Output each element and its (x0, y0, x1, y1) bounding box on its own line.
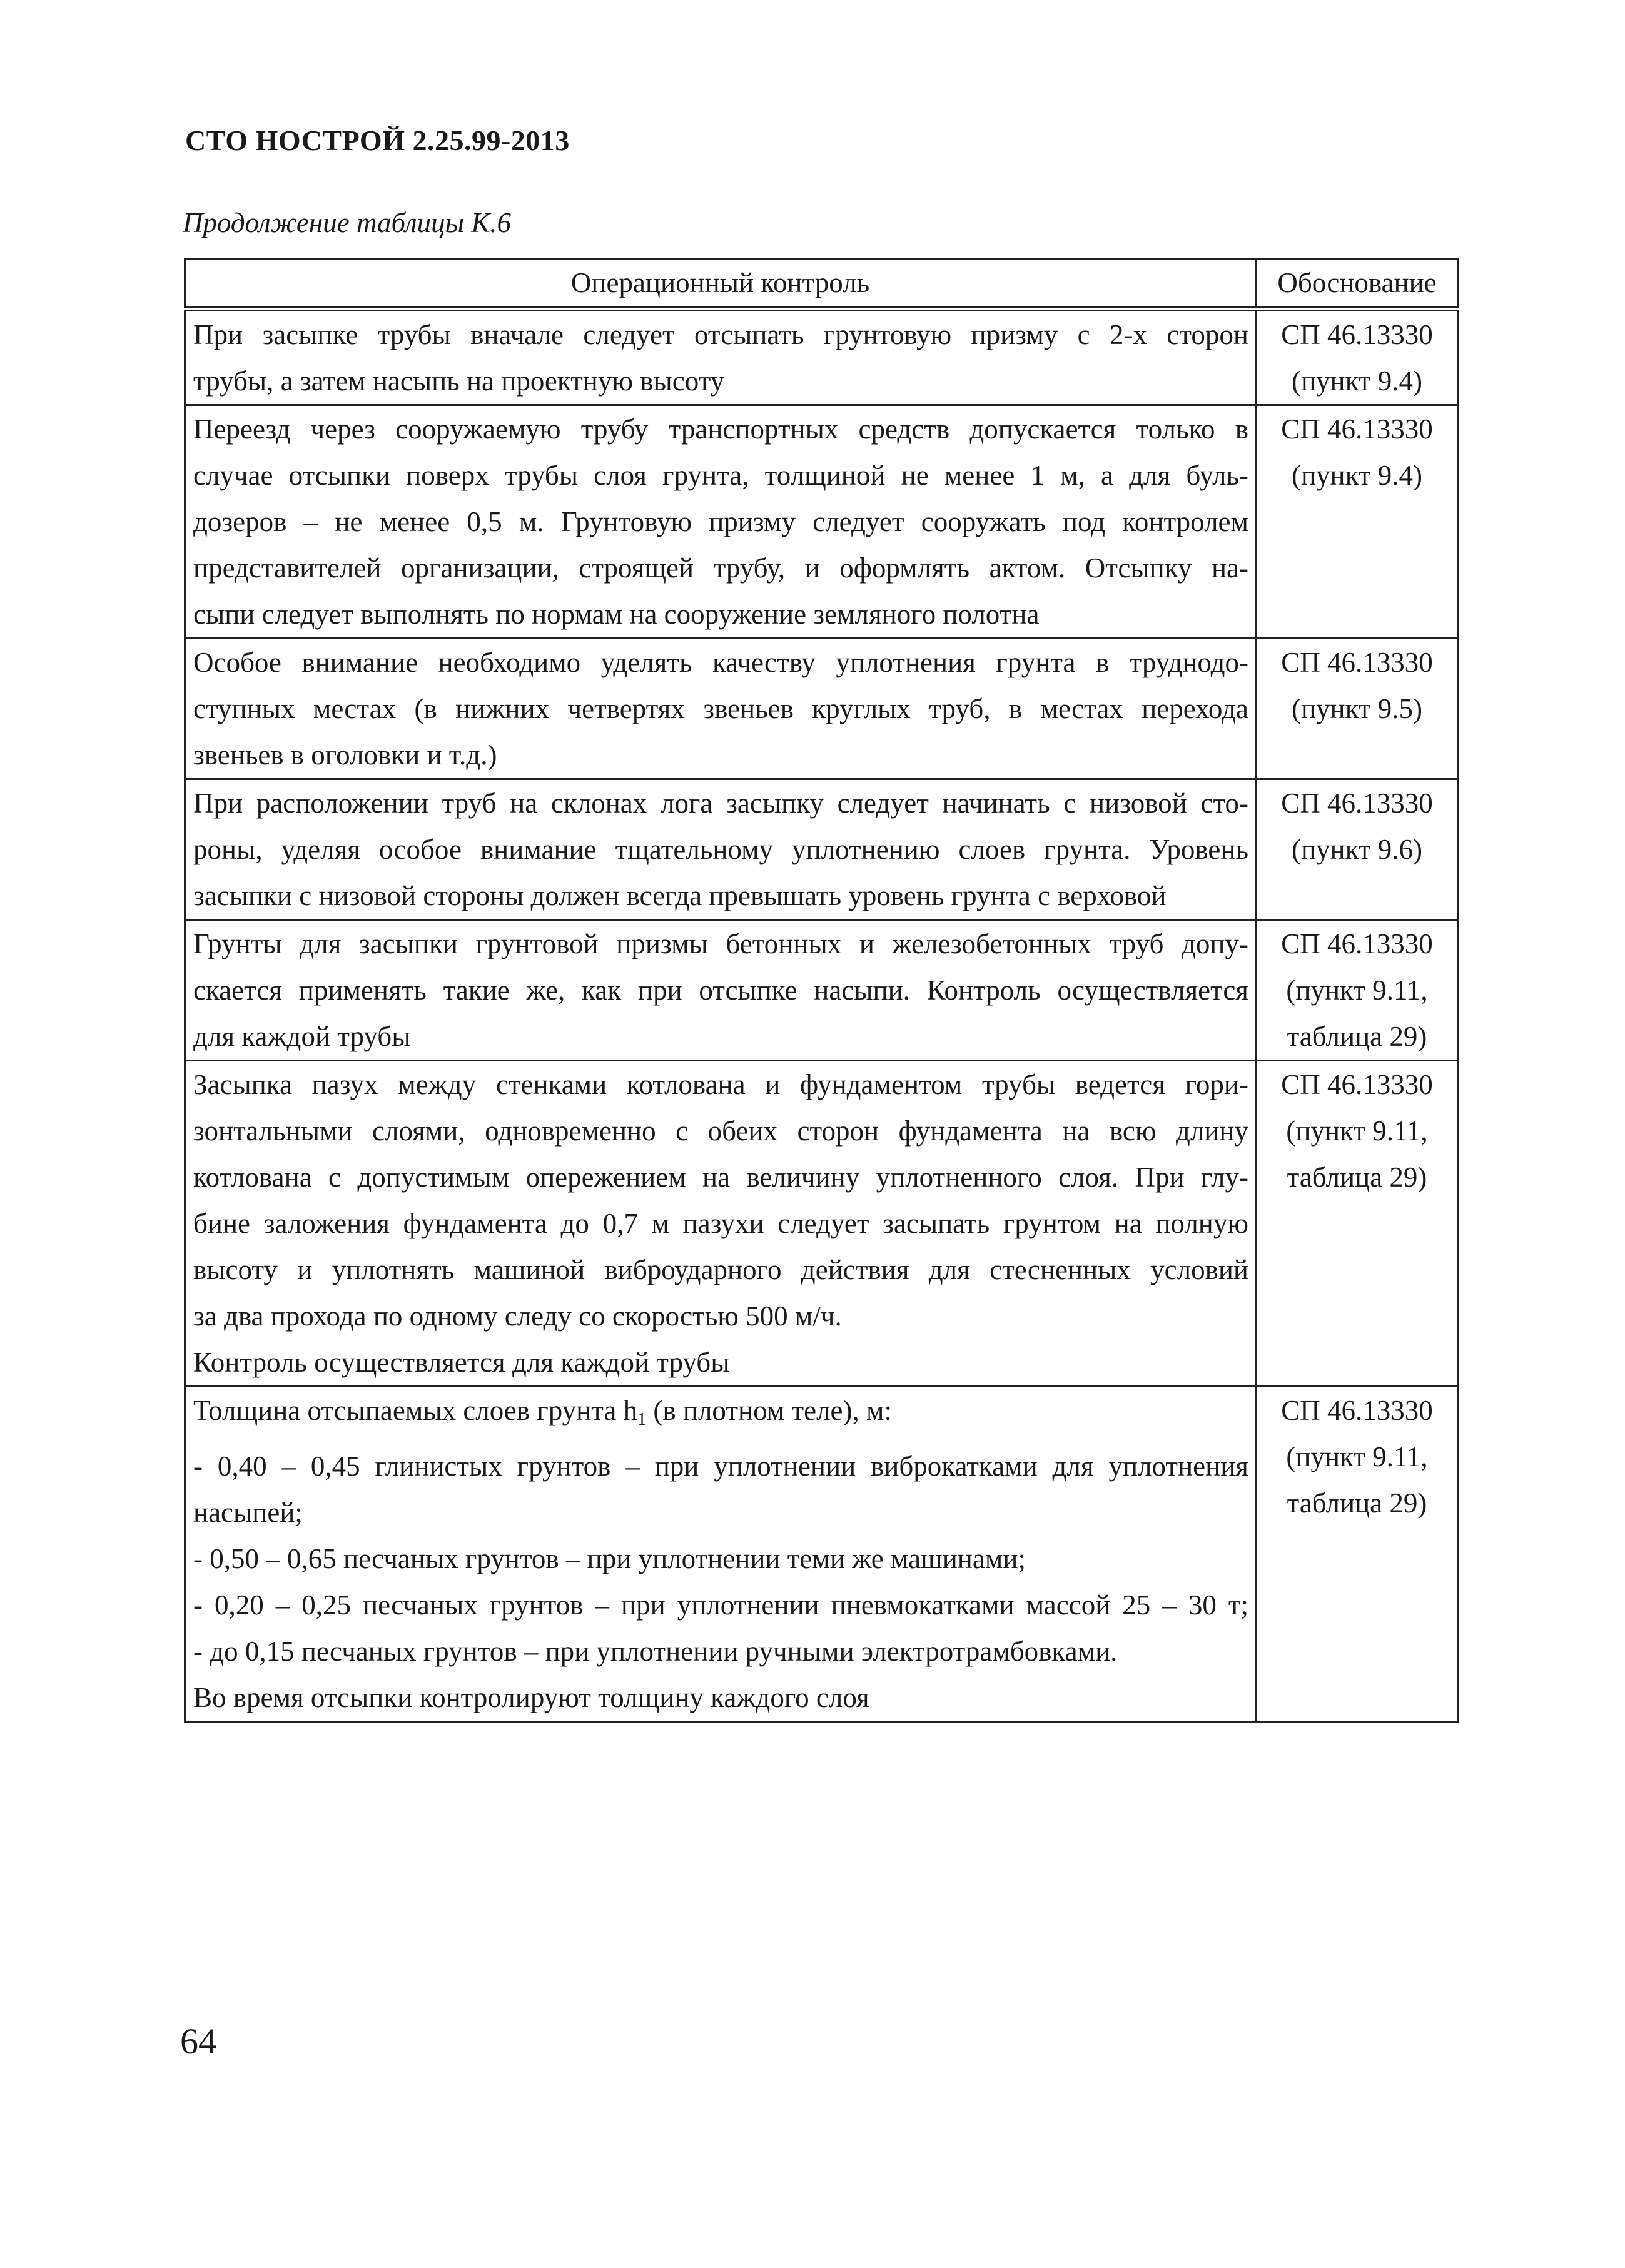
subscript: 1 (637, 1410, 647, 1429)
text-line: При засыпке трубы вначале следует отсыпать грунтовую призму с 2-х сторон (193, 319, 1248, 350)
text-line: засыпки с низовой стороны должен всегда превышать уровень грунта с верховой (193, 880, 1167, 911)
basis-line: (пункт 9.5) (1291, 693, 1423, 724)
text-line: При расположении труб на склонах лога засыпку следует начинать с низовой сто- (193, 787, 1248, 819)
basis-cell (1256, 1387, 1459, 1722)
control-cell (185, 405, 1256, 639)
text-line (193, 1387, 1248, 1443)
control-cell (185, 639, 1256, 779)
text-line: - 0,20 – 0,25 песчаных грунтов – при уплотнении пневмокатками массой 25 – 30 т; (193, 1589, 1248, 1621)
table-row (185, 1387, 1459, 1722)
table-caption: Продолжение таблицы К.6 (183, 207, 511, 238)
text-line: скается применять такие же, как при отсыпке насыпи. Контроль осуществляется (193, 975, 1248, 1006)
control-table (184, 258, 1459, 1723)
table-row (185, 779, 1459, 920)
basis-line: СП 46.13330 (1281, 1395, 1433, 1426)
basis-line: таблица 29) (1287, 1162, 1427, 1193)
text-line: за два прохода по одному следу со скоростью 500 м/ч. (193, 1300, 842, 1332)
text-line: представителей организации, строящей трубу, и оформлять актом. Отсыпку на- (193, 552, 1248, 584)
basis-line: СП 46.13330 (1281, 319, 1433, 350)
control-cell (185, 309, 1256, 405)
basis-cell (1256, 920, 1459, 1061)
control-cell (185, 779, 1256, 920)
text-line: роны, уделяя особое внимание тщательному уплотнению слоев грунта. Уровень (193, 834, 1248, 865)
table-row (185, 309, 1459, 405)
basis-cell (1256, 309, 1459, 405)
text-fragment: (в плотном теле), м: (646, 1395, 892, 1426)
basis-line: таблица 29) (1287, 1487, 1427, 1519)
control-cell (185, 1387, 1256, 1722)
text-line: зонтальными слоями, одновременно с обеих сторон фундамента на всю длину (193, 1115, 1248, 1147)
text-line: сыпи следует выполнять по нормам на сооружение земляного полотна (193, 599, 1040, 630)
text-line: Переезд через сооружаемую трубу транспортных средств допускается только в (193, 413, 1248, 445)
text-line: Грунты для засыпки грунтовой призмы бетонных и железобетонных труб допу- (193, 928, 1248, 959)
basis-line: СП 46.13330 (1281, 413, 1433, 445)
text-line: дозеров – не менее 0,5 м. Грунтовую призму следует сооружать под контролем (193, 506, 1248, 537)
table-row (185, 639, 1459, 779)
text-line: для каждой трубы (193, 1021, 411, 1052)
basis-cell (1256, 405, 1459, 639)
page-number: 64 (180, 2021, 216, 2062)
text-line: насыпей; (193, 1497, 303, 1528)
control-cell (185, 920, 1256, 1061)
basis-line: СП 46.13330 (1281, 787, 1433, 819)
basis-line: (пункт 9.11, (1286, 1441, 1428, 1472)
table-row (185, 920, 1459, 1061)
basis-cell (1256, 1061, 1459, 1387)
basis-line: (пункт 9.6) (1291, 834, 1423, 865)
text-line: - 0,40 – 0,45 глинистых грунтов – при уплотнении виброкатками для уплотнения (193, 1450, 1248, 1482)
column-header-basis: Обоснование (1256, 259, 1459, 309)
text-line: бине заложения фундамента до 0,7 м пазухи следует засыпать грунтом на полную (193, 1208, 1248, 1239)
basis-line: таблица 29) (1287, 1021, 1427, 1052)
basis-line: (пункт 9.4) (1291, 365, 1423, 397)
basis-line: (пункт 9.11, (1286, 1115, 1428, 1147)
basis-cell (1256, 779, 1459, 920)
text-line: Контроль осуществляется для каждой трубы (193, 1347, 730, 1378)
text-line: ступных местах (в нижних четвертях звеньев круглых труб, в местах перехода (193, 693, 1248, 724)
control-cell (185, 1061, 1256, 1387)
text-line: звеньев в оголовки и т.д.) (193, 739, 497, 771)
column-header-control: Операционный контроль (185, 259, 1256, 309)
text-line: котлована с допустимым опережением на величину уплотненного слоя. При глу- (193, 1162, 1248, 1193)
basis-line: СП 46.13330 (1281, 928, 1433, 959)
table-header-row (185, 259, 1459, 309)
basis-line: (пункт 9.11, (1286, 975, 1428, 1006)
text-line: Во время отсыпки контролируют толщину каждого слоя (193, 1682, 869, 1713)
text-line: случае отсыпки поверх трубы слоя грунта, толщиной не менее 1 м, а для буль- (193, 460, 1248, 491)
text-line: высоту и уплотнять машиной виброударного действия для стесненных условий (193, 1254, 1248, 1285)
basis-line: СП 46.13330 (1281, 1069, 1433, 1100)
text-line: - 0,50 – 0,65 песчаных грунтов – при уплотнении теми же машинами; (193, 1543, 1026, 1574)
table-row (185, 405, 1459, 639)
document-title: СТО НОСТРОЙ 2.25.99-2013 (185, 124, 570, 156)
table-row (185, 1061, 1459, 1387)
text-line: Засыпка пазух между стенками котлована и фундаментом трубы ведется гори- (193, 1069, 1248, 1100)
basis-line: (пункт 9.4) (1291, 460, 1423, 491)
text-line: - до 0,15 песчаных грунтов – при уплотнении ручными электротрамбовками. (193, 1636, 1118, 1667)
basis-line: СП 46.13330 (1281, 647, 1433, 678)
basis-cell (1256, 639, 1459, 779)
text-line: Особое внимание необходимо уделять качеству уплотнения грунта в труднодо- (193, 647, 1248, 678)
text-fragment: Толщина отсыпаемых слоев грунта h (193, 1395, 638, 1426)
text-line: трубы, а затем насыпь на проектную высоту (193, 365, 725, 397)
